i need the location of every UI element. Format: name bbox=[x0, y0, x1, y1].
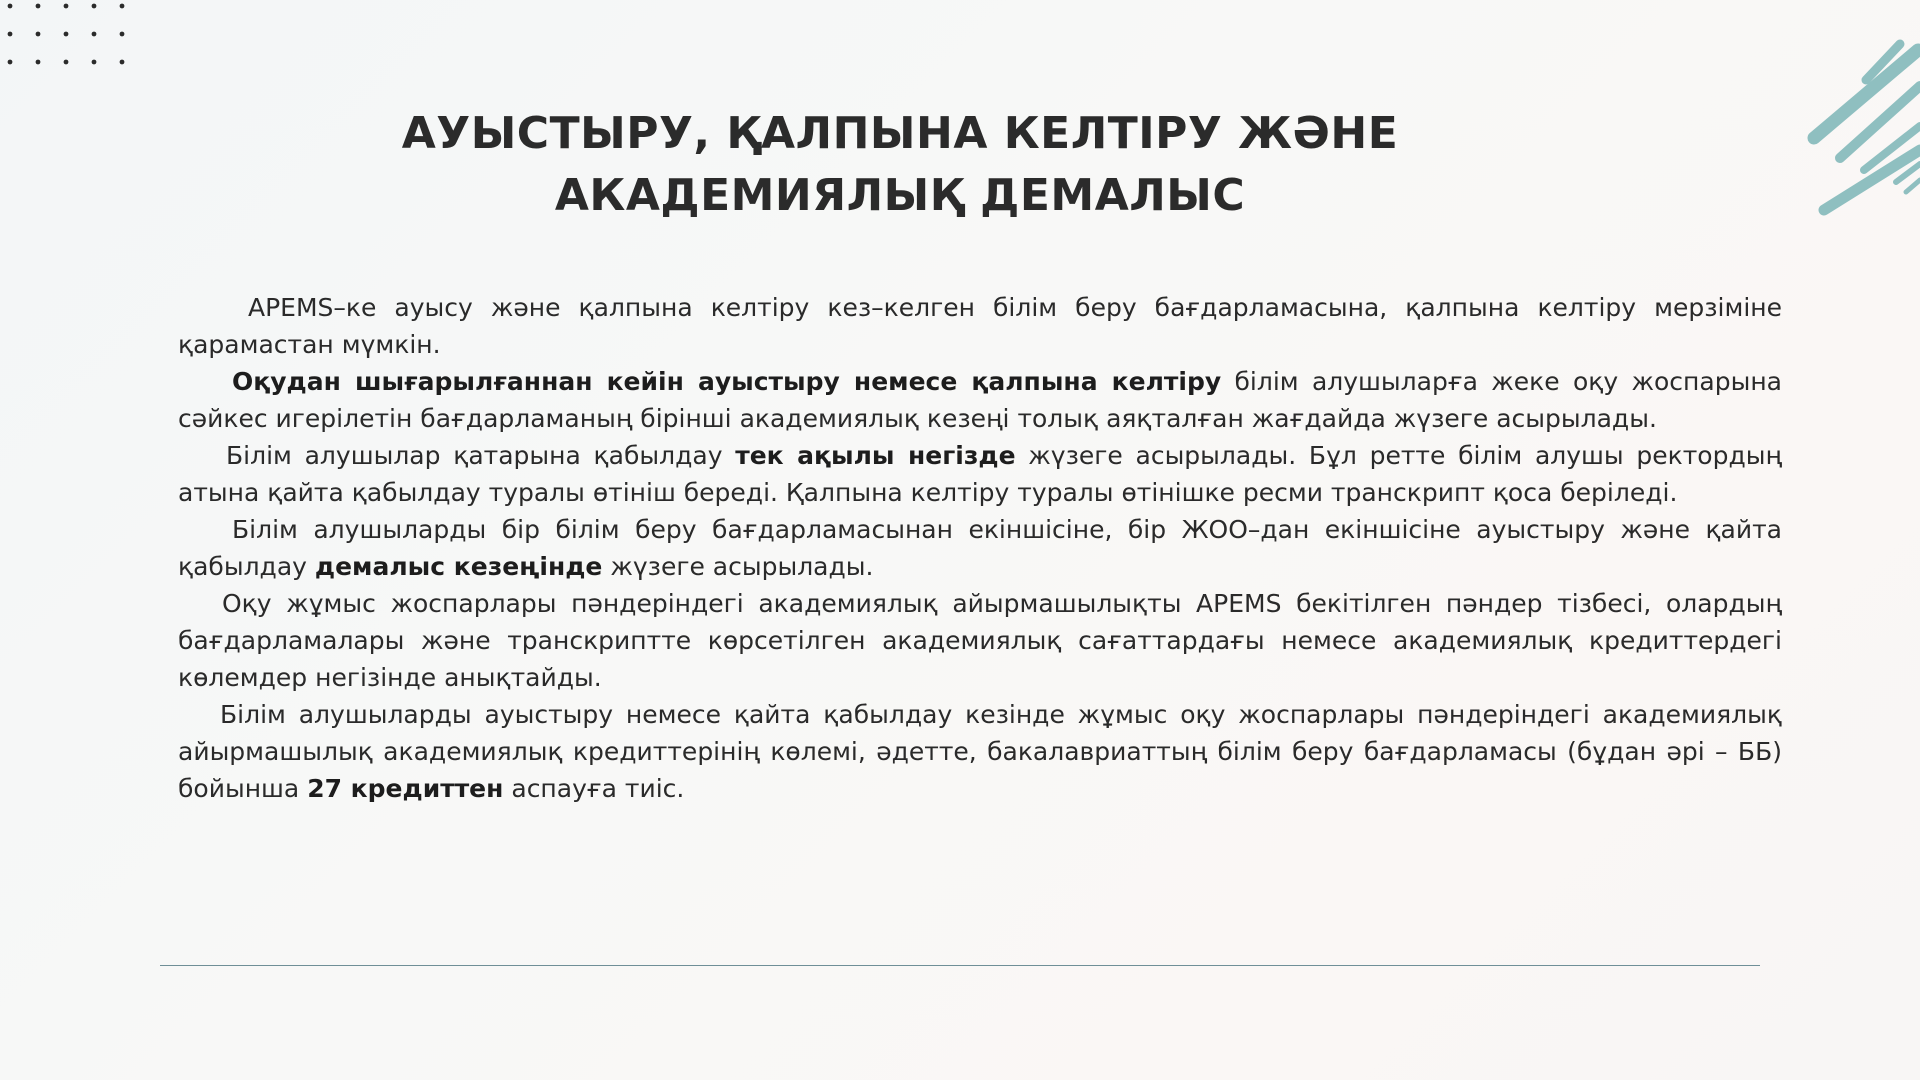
paragraph-transfer-apems bbox=[178, 289, 1782, 363]
paragraph-text: жүзеге асырылады. bbox=[602, 552, 874, 581]
paragraph-academic-difference bbox=[178, 585, 1782, 696]
paragraph-after-expulsion bbox=[178, 363, 1782, 437]
paragraph-paid-admission bbox=[178, 437, 1782, 511]
paragraph-text: аспауға тиіс. bbox=[503, 774, 685, 803]
bold-text: Оқудан шығарылғаннан кейін ауыстыру немесе қалпына келтіру bbox=[232, 367, 1222, 396]
paragraph-text: Оқу жұмыс жоспарлары пәндеріндегі академиялық айырмашылықты APEMS бекітілген пәндер тізбесі, олардың бағдарламалары және транскриптте көрсетілген академиялық сағаттардағы немесе академиялық кредиттердегі көлемдер негізінде анықтайды. bbox=[178, 589, 1782, 692]
paragraph-text: Білім алушыларды ауыстыру немесе қайта қабылдау кезінде жұмыс оқу жоспарлары пәндеріндегі академиялық айырмашылық академиялық кредиттерінің көлемі, әдетте, бакалавриаттың білім беру бағдарламасы (бұдан әрі – ББ) бойынша bbox=[178, 700, 1782, 803]
paragraph-text: Білім алушылар қатарына қабылдау bbox=[226, 441, 736, 470]
brush-stroke-decoration bbox=[1800, 30, 1920, 230]
page-title bbox=[300, 103, 1500, 227]
paragraph-credit-limit bbox=[178, 696, 1782, 807]
paragraph-text: APEMS–ке ауысу және қалпына келтіру кез–келген білім беру бағдарламасына, қалпына келтіру мерзіміне қарамастан мүмкін. bbox=[178, 293, 1782, 359]
page-title-line-2: АКАДЕМИЯЛЫҚ ДЕМАЛЫС bbox=[554, 170, 1246, 221]
bold-text: демалыс кезеңінде bbox=[314, 552, 603, 581]
paragraph-text: білім алушыларға жеке оқу жоспарына сәйкес игерілетін бағдарламаның бірінші академиялық кезеңі толық аяқталған жағдайда жүзеге асырылады. bbox=[178, 367, 1782, 433]
body-text bbox=[178, 289, 1782, 807]
paragraph-text: жүзеге асырылады. Бұл ретте білім алушы ректордың атына қайта қабылдау туралы өтініш береді. Қалпына келтіру туралы өтінішке ресми транскрипт қоса беріледі. bbox=[178, 441, 1783, 507]
bold-text: тек ақылы негізде bbox=[735, 441, 1016, 470]
paragraph-vacation-transfer bbox=[178, 511, 1782, 585]
paragraph-text: Білім алушыларды бір білім беру бағдарламасынан екіншісіне, бір ЖОО–дан екіншісіне ауыстыру және қайта қабылдау bbox=[178, 515, 1782, 581]
dot-grid-decoration bbox=[0, 0, 140, 75]
bold-text: 27 кредиттен bbox=[307, 774, 504, 803]
footer-divider bbox=[160, 965, 1760, 966]
page-title-line-1: АУЫСТЫРУ, ҚАЛПЫНА КЕЛТІРУ ЖӘНЕ bbox=[401, 108, 1399, 159]
